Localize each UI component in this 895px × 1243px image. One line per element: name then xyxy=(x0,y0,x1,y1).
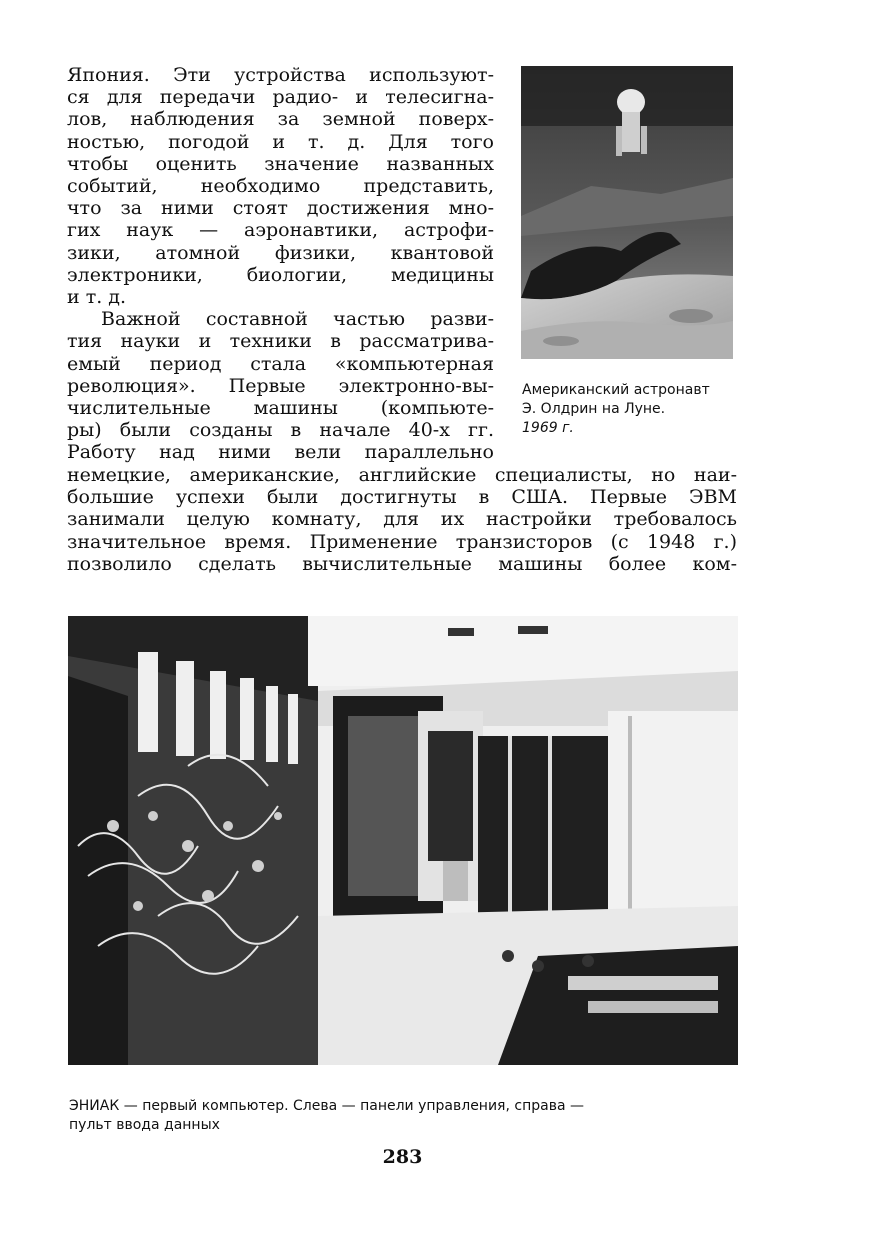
text-line: ся для передачи радио- и телесигна- xyxy=(67,86,494,109)
text-line: емый период стала «компьютерная xyxy=(67,352,494,375)
text-line: событий, необходимо представить, xyxy=(67,175,494,198)
page-number: 283 xyxy=(382,1146,423,1168)
caption-year: 1969 г. xyxy=(522,420,574,436)
text-line: немецкие, американские, английские специалисты, но наи- xyxy=(67,464,737,486)
text-line: Важной составной частью разви- xyxy=(101,308,494,331)
text-line: большие успехи были достигнуты в США. Первые ЭВМ xyxy=(67,486,737,509)
text-line: числительные машины (компьюте- xyxy=(67,397,494,420)
text-line: значительное время. Применение транзисторов (с 1948 г.) xyxy=(67,530,737,553)
text-line: что за ними стоят достижения мно- xyxy=(67,197,494,220)
paragraph-space-achievements xyxy=(67,64,494,308)
text-line: ностью, погодой и т. д. Для того xyxy=(67,130,494,153)
text-line: электроники, биологии, медицины xyxy=(67,263,494,286)
caption-line: пульт ввода данных xyxy=(69,1117,220,1133)
astronaut-photo-caption xyxy=(522,381,762,438)
caption-line: ЭНИАК — первый компьютер. Слева — панели управления, справа — xyxy=(69,1098,584,1114)
eniac-photo-caption xyxy=(69,1097,759,1135)
eniac-computer-photo xyxy=(68,616,738,1065)
text-line: лов, наблюдения за земной поверх- xyxy=(67,108,494,131)
text-column-wide xyxy=(67,464,737,575)
paragraph-computer-revolution xyxy=(67,308,494,463)
text-line: революция». Первые электронно-вы- xyxy=(67,374,494,397)
text-line: и т. д. xyxy=(67,286,127,309)
text-line: Япония. Эти устройства используют- xyxy=(67,64,494,86)
text-line: гих наук — аэронавтики, астрофи- xyxy=(67,219,494,242)
text-line: Работу над ними вели параллельно xyxy=(67,441,494,464)
caption-line: Американский астронавт xyxy=(522,382,710,398)
text-line: зики, атомной физики, квантовой xyxy=(67,241,494,264)
text-line: ры) были созданы в начале 40-х гг. xyxy=(67,419,494,442)
astronaut-on-moon-photo xyxy=(521,66,733,359)
caption-line: Э. Олдрин на Луне. xyxy=(522,401,666,417)
text-line: позволило сделать вычислительные машины более ком- xyxy=(67,552,737,575)
text-column-narrow xyxy=(67,64,494,464)
text-line: чтобы оценить значение названных xyxy=(67,152,494,175)
text-line: тия науки и техники в рассматрива- xyxy=(67,330,494,353)
text-line: занимали целую комнату, для их настройки требовалось xyxy=(67,508,737,531)
